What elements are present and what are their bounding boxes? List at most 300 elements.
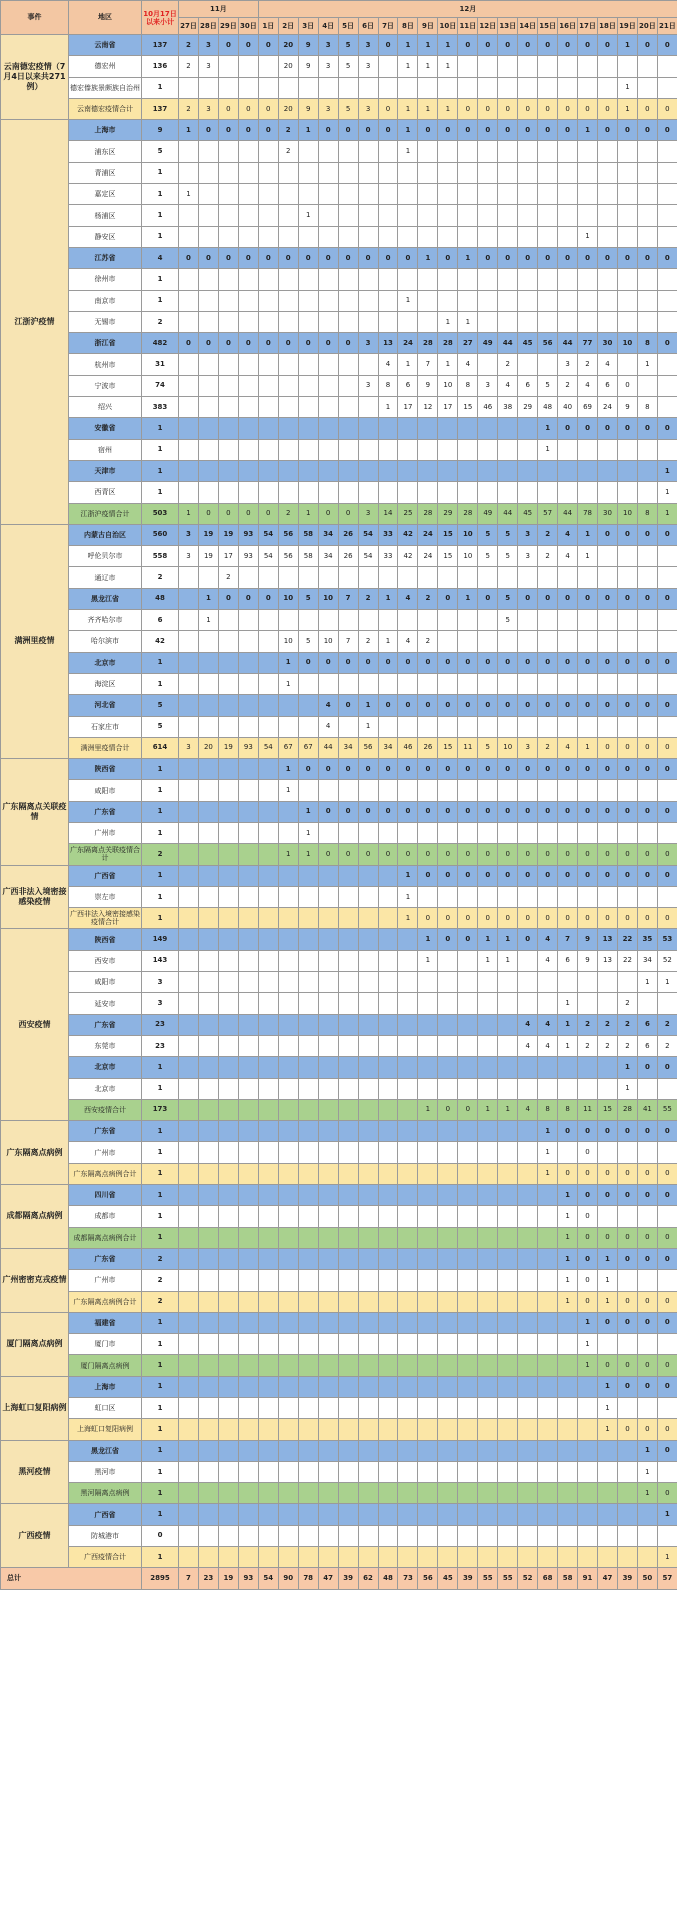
day-value-cell [438,460,458,481]
day-value-cell [418,1142,438,1163]
day-value-cell: 12 [418,397,438,418]
day-value-cell [258,865,278,886]
day-value-cell: 0 [617,865,637,886]
day-value-cell [398,162,418,183]
day-value-cell [258,567,278,588]
day-value-cell [518,631,538,652]
day-value-cell [358,1270,378,1291]
day-value-cell: 13 [598,950,618,971]
subtotal-cell: 1 [142,1547,179,1568]
day-value-cell: 34 [318,524,338,545]
day-value-cell [617,1142,637,1163]
day-value-cell: 3 [318,35,338,56]
day-value-cell [378,822,398,843]
day-value-cell: 24 [418,546,438,567]
table-row [1,141,677,162]
day-value-cell [318,780,338,801]
region-cell: 成都隔离点病例合计 [69,1227,142,1248]
day-value-cell: 0 [598,120,618,141]
day-value-cell: 0 [378,120,398,141]
day-value-cell: 54 [358,546,378,567]
day-value-cell [478,567,498,588]
day-value-cell [418,418,438,439]
day-value-cell [418,1504,438,1525]
day-value-cell [318,354,338,375]
day-value-cell [538,993,558,1014]
day-value-cell [438,1035,458,1056]
day-value-cell: 67 [298,737,318,758]
header-day: 3日 [298,18,318,35]
day-value-cell [378,1121,398,1142]
day-value-cell [218,226,238,247]
day-value-cell: 0 [617,588,637,609]
day-value-cell [278,950,298,971]
day-value-cell: 0 [578,908,598,929]
day-value-cell [378,1504,398,1525]
day-value-cell [358,567,378,588]
day-value-cell [338,1099,358,1120]
day-value-cell: 0 [458,908,478,929]
day-value-cell: 1 [278,652,298,673]
day-value-cell [418,567,438,588]
table-row [1,844,677,865]
day-value-cell [179,1461,199,1482]
day-value-cell [558,610,578,631]
subtotal-cell: 2 [142,1291,179,1312]
day-value-cell [578,290,598,311]
table-row [1,886,677,907]
day-value-cell [298,1035,318,1056]
day-value-cell [657,290,677,311]
day-value-cell: 1 [598,1419,618,1440]
day-value-cell [258,1547,278,1568]
day-value-cell: 0 [657,695,677,716]
day-value-cell [318,162,338,183]
day-value-cell [378,482,398,503]
day-value-cell [358,1291,378,1312]
day-value-cell: 9 [617,397,637,418]
day-value-cell: 0 [578,35,598,56]
subtotal-cell: 1 [142,162,179,183]
day-value-cell: 1 [617,98,637,119]
day-value-cell [637,610,657,631]
day-value-cell [198,311,218,332]
day-value-cell [318,1185,338,1206]
day-value-cell [238,1355,258,1376]
region-cell: 安徽省 [69,418,142,439]
header-day: 21日 [657,18,677,35]
day-value-cell [278,865,298,886]
table-row [1,695,677,716]
day-value-cell [318,1504,338,1525]
day-value-cell [538,290,558,311]
day-value-cell [538,1504,558,1525]
day-value-cell [378,56,398,77]
day-value-cell [338,162,358,183]
day-value-cell: 0 [637,1355,657,1376]
region-cell: 云南德宏疫情合计 [69,98,142,119]
day-value-cell: 58 [298,546,318,567]
day-value-cell: 2 [538,546,558,567]
day-value-cell [198,759,218,780]
day-value-cell [558,482,578,503]
day-value-cell [318,886,338,907]
day-value-cell: 0 [578,801,598,822]
subtotal-cell: 1 [142,1419,179,1440]
day-value-cell [238,375,258,396]
day-value-cell [198,418,218,439]
day-value-cell [238,418,258,439]
day-value-cell [278,1099,298,1120]
day-value-cell [478,482,498,503]
day-value-cell [218,482,238,503]
day-value-cell [258,418,278,439]
day-value-cell: 0 [478,844,498,865]
day-value-cell [198,397,218,418]
day-value-cell: 1 [617,77,637,98]
day-value-cell: 49 [478,503,498,524]
day-value-cell [318,1355,338,1376]
day-value-cell [598,1525,618,1546]
day-value-cell [498,972,518,993]
day-value-cell: 19 [198,524,218,545]
day-value-cell [179,269,199,290]
day-value-cell [278,1057,298,1078]
day-value-cell: 29 [438,503,458,524]
day-value-cell: 0 [637,247,657,268]
day-value-cell: 1 [298,844,318,865]
day-value-cell [558,1547,578,1568]
day-value-cell: 6 [558,950,578,971]
day-value-cell [657,567,677,588]
day-value-cell: 0 [458,120,478,141]
table-row [1,269,677,290]
day-value-cell [358,1142,378,1163]
region-cell: 延安市 [69,993,142,1014]
day-value-cell: 1 [558,1206,578,1227]
day-value-cell [578,1461,598,1482]
day-value-cell [598,716,618,737]
day-value-cell [238,184,258,205]
day-value-cell [617,972,637,993]
day-value-cell [179,1376,199,1397]
day-value-cell [598,290,618,311]
day-value-cell [438,886,458,907]
day-value-cell: 3 [358,333,378,354]
day-value-cell [218,695,238,716]
day-value-cell [298,311,318,332]
day-value-cell [218,844,238,865]
day-value-cell [558,311,578,332]
day-value-cell [518,1227,538,1248]
day-value-cell [538,1270,558,1291]
day-value-cell [258,929,278,950]
day-value-cell [318,269,338,290]
day-value-cell [617,673,637,694]
day-value-cell [617,1270,637,1291]
day-value-cell [218,972,238,993]
day-value-cell [558,716,578,737]
subtotal-cell: 383 [142,397,179,418]
day-value-cell [498,1355,518,1376]
day-value-cell [478,1291,498,1312]
day-value-cell [338,567,358,588]
day-value-cell [218,1398,238,1419]
region-cell: 厦门市 [69,1334,142,1355]
day-value-cell: 0 [438,652,458,673]
day-value-cell [179,588,199,609]
day-value-cell [298,460,318,481]
day-value-cell: 0 [538,247,558,268]
day-value-cell: 0 [238,120,258,141]
day-value-cell: 0 [538,35,558,56]
day-value-cell: 0 [478,801,498,822]
day-value-cell: 3 [518,546,538,567]
day-value-cell: 0 [558,695,578,716]
table-row [1,226,677,247]
day-value-cell: 2 [278,120,298,141]
day-value-cell [238,716,258,737]
day-value-cell [637,184,657,205]
day-value-cell [418,184,438,205]
day-value-cell [318,1035,338,1056]
day-value-cell: 1 [657,503,677,524]
day-value-cell [358,184,378,205]
day-value-cell [318,1334,338,1355]
day-value-cell [278,993,298,1014]
total-row [1,1568,677,1590]
day-value-cell: 0 [518,908,538,929]
day-value-cell [298,1227,318,1248]
subtotal-cell: 1 [142,801,179,822]
day-value-cell [318,1142,338,1163]
day-value-cell [298,1185,318,1206]
event-label: 厦门隔离点病例 [1,1312,69,1376]
day-value-cell [378,1248,398,1269]
day-value-cell [278,354,298,375]
day-value-cell [378,439,398,460]
day-value-cell [338,1376,358,1397]
day-value-cell: 5 [538,375,558,396]
day-value-cell [398,1419,418,1440]
table-row [1,1206,677,1227]
day-value-cell [278,1355,298,1376]
day-value-cell [218,1355,238,1376]
day-value-cell: 0 [458,929,478,950]
day-value-cell [179,439,199,460]
day-value-cell [378,1142,398,1163]
day-value-cell: 0 [657,588,677,609]
day-value-cell [338,1504,358,1525]
day-value-cell [458,439,478,460]
day-value-cell: 54 [258,737,278,758]
day-value-cell [458,460,478,481]
day-value-cell [298,1057,318,1078]
day-value-cell [378,716,398,737]
subtotal-cell: 2 [142,1270,179,1291]
day-value-cell: 3 [179,737,199,758]
day-value-cell [438,1440,458,1461]
day-value-cell [418,1121,438,1142]
day-value-cell [198,993,218,1014]
day-value-cell [538,1291,558,1312]
day-value-cell [338,226,358,247]
day-value-cell: 1 [617,1078,637,1099]
day-value-cell: 1 [398,120,418,141]
day-value-cell [458,1525,478,1546]
day-value-cell: 0 [318,247,338,268]
day-value-cell [558,184,578,205]
day-value-cell [398,439,418,460]
day-value-cell [637,822,657,843]
day-value-cell [637,716,657,737]
day-value-cell [179,141,199,162]
day-value-cell: 44 [558,333,578,354]
day-value-cell [179,1525,199,1546]
day-value-cell: 0 [518,801,538,822]
day-value-cell [558,162,578,183]
day-value-cell: 29 [518,397,538,418]
day-value-cell [378,1419,398,1440]
day-value-cell: 0 [318,503,338,524]
day-value-cell: 3 [558,354,578,375]
day-value-cell [478,1440,498,1461]
day-value-cell: 0 [378,801,398,822]
day-value-cell [578,1525,598,1546]
day-value-cell [378,162,398,183]
day-value-cell: 1 [558,1185,578,1206]
day-value-cell [358,1440,378,1461]
day-value-cell [258,1185,278,1206]
day-value-cell [458,886,478,907]
day-value-cell [198,1312,218,1333]
day-value-cell [458,610,478,631]
subtotal-cell: 1 [142,418,179,439]
day-value-cell [538,1355,558,1376]
subtotal-cell: 173 [142,1099,179,1120]
day-value-cell [578,1547,598,1568]
day-value-cell [218,1525,238,1546]
header-event: 事件 [1,1,69,35]
day-value-cell [218,311,238,332]
day-value-cell [538,610,558,631]
day-value-cell [518,1163,538,1184]
day-value-cell [498,418,518,439]
day-value-cell: 0 [338,652,358,673]
region-cell: 黑龙江省 [69,588,142,609]
day-value-cell [318,1419,338,1440]
day-value-cell: 0 [418,695,438,716]
day-value-cell [617,886,637,907]
region-cell: 广州市 [69,1270,142,1291]
day-value-cell [278,610,298,631]
day-value-cell [378,1483,398,1504]
day-value-cell [598,205,618,226]
day-value-cell: 0 [398,844,418,865]
day-value-cell: 4 [538,1035,558,1056]
day-value-cell [617,184,637,205]
header-day: 5日 [338,18,358,35]
day-value-cell [258,1504,278,1525]
day-value-cell: 1 [438,311,458,332]
day-value-cell [258,610,278,631]
day-value-cell [238,993,258,1014]
day-value-cell [198,1078,218,1099]
day-value-cell [637,780,657,801]
region-cell: 成都市 [69,1206,142,1227]
day-value-cell [258,1312,278,1333]
subtotal-cell: 1 [142,759,179,780]
day-value-cell: 7 [418,354,438,375]
day-value-cell [558,1142,578,1163]
day-value-cell [498,1334,518,1355]
day-value-cell [278,77,298,98]
day-value-cell [238,269,258,290]
day-value-cell [538,1057,558,1078]
day-value-cell: 42 [398,524,418,545]
day-value-cell [518,1461,538,1482]
day-value-cell: 0 [338,333,358,354]
day-value-cell [278,205,298,226]
day-value-cell: 0 [617,247,637,268]
day-value-cell [478,418,498,439]
day-value-cell [378,1099,398,1120]
day-value-cell [258,1461,278,1482]
day-value-cell [179,1398,199,1419]
day-value-cell [458,1035,478,1056]
day-value-cell: 0 [617,375,637,396]
day-value-cell [238,1504,258,1525]
day-value-cell [238,1419,258,1440]
header-day: 2日 [278,18,298,35]
day-value-cell [358,1163,378,1184]
day-value-cell [438,482,458,503]
subtotal-cell: 1 [142,1227,179,1248]
day-value-cell [338,1334,358,1355]
day-value-cell: 0 [418,759,438,780]
day-value-cell [418,1461,438,1482]
table-row [1,503,677,524]
day-value-cell [179,865,199,886]
day-value-cell [598,439,618,460]
day-value-cell [518,1483,538,1504]
day-value-cell [418,1525,438,1546]
day-value-cell [637,439,657,460]
day-value-cell [458,1440,478,1461]
day-value-cell [258,460,278,481]
day-value-cell [598,141,618,162]
day-value-cell [498,1014,518,1035]
day-value-cell [637,1270,657,1291]
day-value-cell: 24 [598,397,618,418]
day-value-cell [478,1525,498,1546]
day-value-cell: 0 [637,418,657,439]
day-value-cell [278,162,298,183]
day-value-cell: 1 [657,972,677,993]
day-value-cell: 1 [578,120,598,141]
day-value-cell: 9 [418,375,438,396]
day-value-cell [358,1376,378,1397]
day-total-cell: 93 [238,1568,258,1590]
day-value-cell [617,1398,637,1419]
day-value-cell [418,886,438,907]
day-value-cell [258,801,278,822]
day-value-cell [438,1525,458,1546]
day-value-cell: 1 [298,503,318,524]
region-cell: 广东省 [69,1014,142,1035]
day-value-cell [278,375,298,396]
subtotal-cell: 1 [142,460,179,481]
